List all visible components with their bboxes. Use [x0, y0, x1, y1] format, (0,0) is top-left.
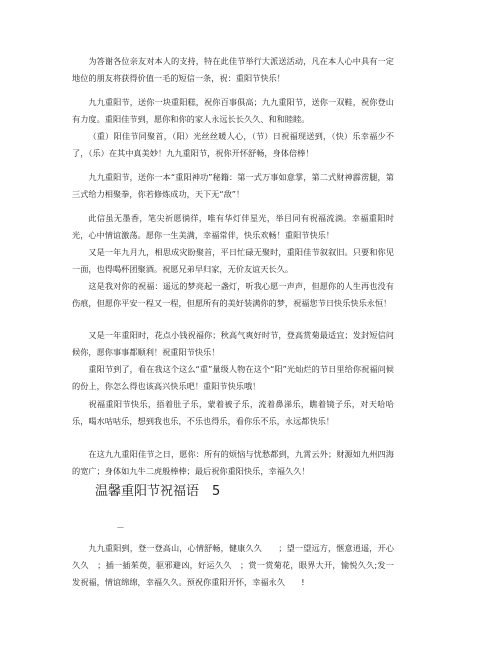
- paragraph-3: （重）阳佳节同聚首，（阳）光丝丝暖人心，（节）日祝福现送到，（快）乐幸福少不了，（乐）在其中真美妙！九九重阳节，祝你开怀舒畅，身体倍棒！: [72, 131, 394, 158]
- paragraph-9: 重阳节到了，看在我这个这么“重”量级人物在这个“阳”光灿烂的节日里给你祝福问候的份上，你怎么得也该高兴快乐吧！重阳节快乐哦！: [72, 364, 394, 391]
- paragraph-11: 在这九九重阳佳节之日，愿你：所有的烦恼与忧愁都到，九霄云外；财源如九州四海的宽广；身体如九牛二虎般棒棒；最后祝你重阳快乐，幸福久久！: [72, 449, 394, 476]
- paragraph-5: 此信虽无墨香，笔尖祈愿徜徉，唯有华灯伴星光，举目同有祝福流淌。幸福重阳时光，心中情谊激荡。愿你一生美满，幸福常伴，快乐欢畅！重阳节快乐！: [72, 213, 394, 240]
- paragraph-6: 又是一年九月九，相思成灾盼聚首，平日忙碌无聚时，重阳佳节叙叙旧。只要和你见一面，也得喝杯团聚酒。祝愿兄弟早归家，无价友谊天长久。: [72, 247, 394, 274]
- section-heading: 温馨重阳节祝福语 5: [95, 484, 221, 499]
- paragraph-7: 这是我对你的祝福：遥远的梦亮起一盏灯，听我心愿一声声，但愿你的人生再也没有伤痕，但愿你平安一程又一程，但愿所有的美好装满你的梦，祝福您节日快乐快乐永恒！: [72, 281, 394, 308]
- paragraph-12: 九九重阳到，登一登高山，心情舒畅，健康久久 ；望一望远方，惬意逍遥，开心久久 ；插一插茱萸，驱邪避凶，好运久久 ；赏一赏菊花，眼界大开，愉悦久久;发一发祝福，情谊绵绵，幸福久久。预祝你重阳开怀，幸福永久 !: [72, 543, 394, 587]
- paragraph-1: 为答谢各位亲友对本人的支持，特在此佳节举行大派送活动，凡在本人心中具有一定地位的朋友将获得价值一毛的短信一条，祝：重阳节快乐！: [72, 56, 394, 83]
- paragraph-10: 祝福重阳节快乐，捂着肚子乐，蒙着被子乐，流着鼻涕乐，瞧着镜子乐，对天哈哈乐，喝水咕咕乐，想到我也乐，不乐也得乐，看你乐不乐，永远都快乐！: [72, 399, 394, 426]
- paragraph-8: 又是一年重阳时，花点小钱祝福你；秋高气爽好时节，登高赏菊最适宜；发封短信问候你，愿你事事都顺利！祝重阳节快乐！: [72, 330, 394, 357]
- paragraph-2: 九九重阳节，送你一块重阳糕，祝你百事俱高；九九重阳节，送你一双鞋，祝你登山有力度。重阳佳节到，愿你和你的家人永远长长久久、和和睦睦。: [72, 97, 394, 124]
- paragraph-4: 九九重阳节，送你一本“重阳神功”秘籍：第一式万事如意掌，第二式财神霹雳腿，第三式给力相聚拳，你若修炼成功，天下无“敌”！: [72, 172, 394, 199]
- dash-mark: —: [117, 523, 124, 531]
